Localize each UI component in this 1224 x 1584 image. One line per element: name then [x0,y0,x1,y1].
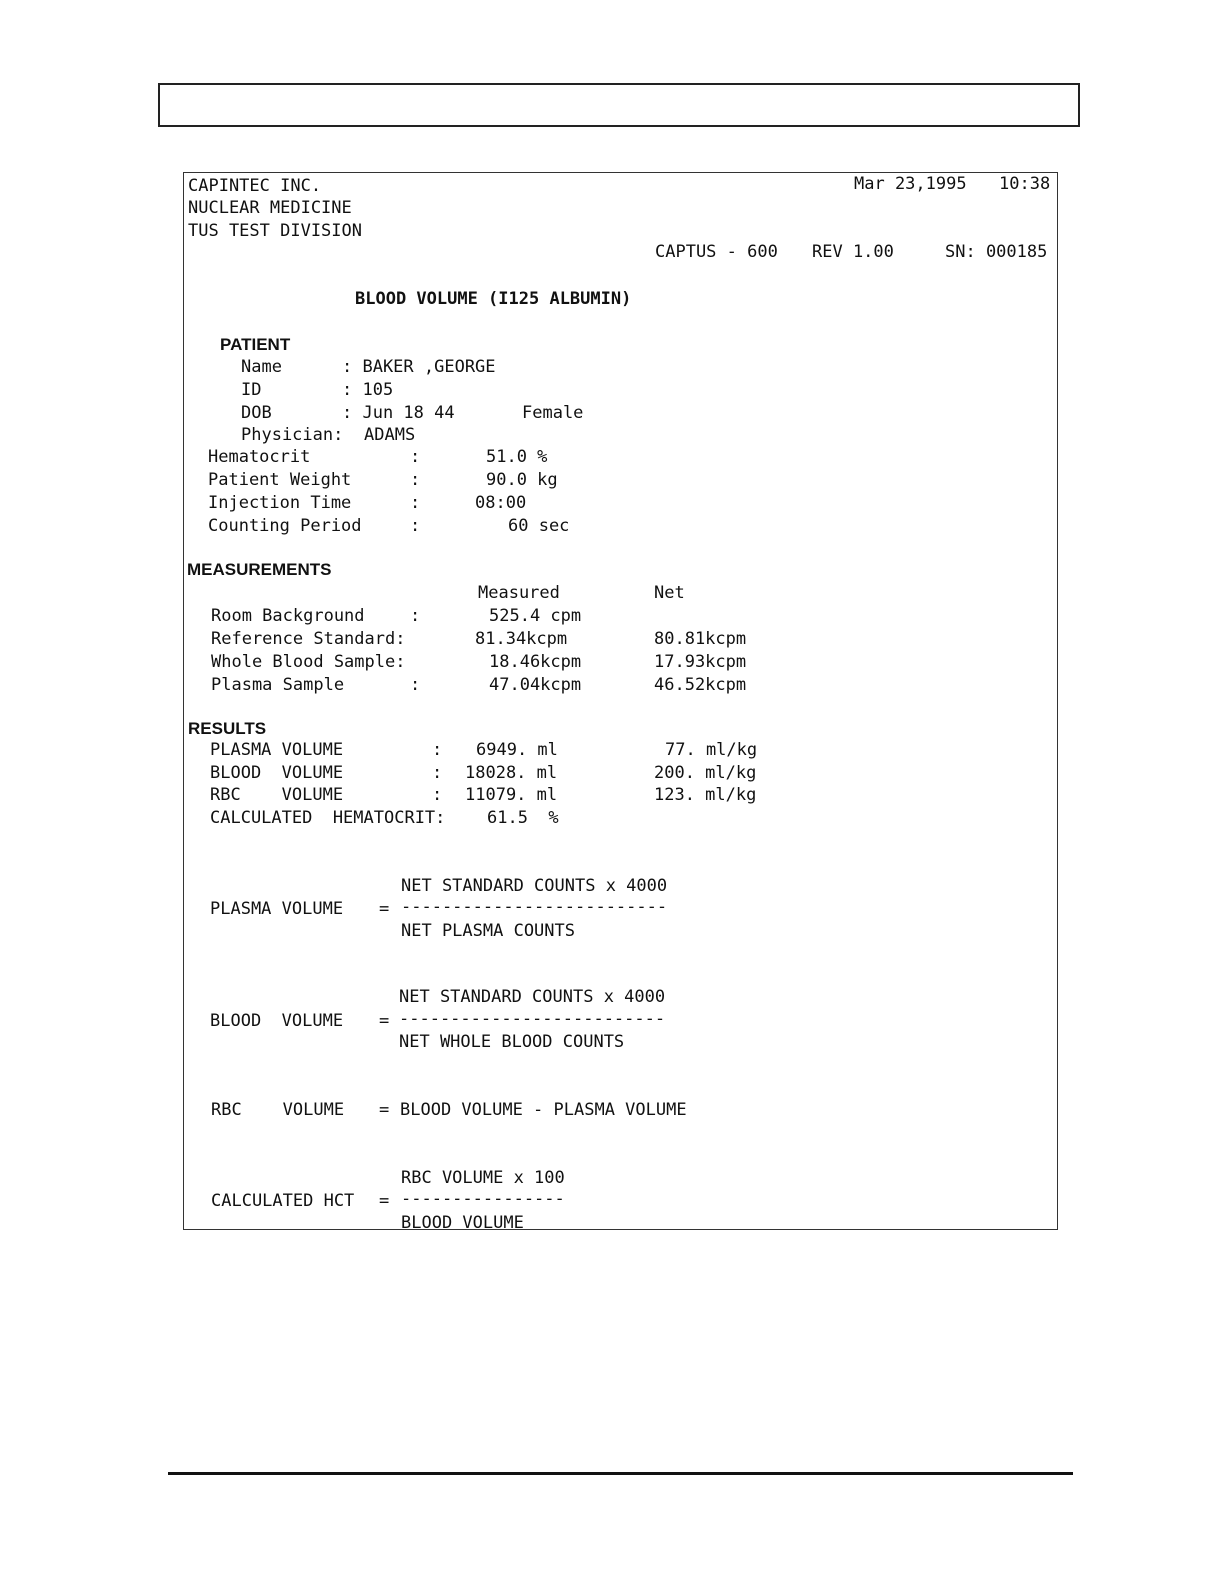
plasma-sample-measured: 47.04kcpm [489,675,582,695]
plasma-formula-fraction-line: -------------------------- [401,897,668,917]
blood-volume-label: BLOOD VOLUME [210,763,344,783]
weight-label: Patient Weight [208,470,352,490]
whole-blood-net: 17.93kcpm [654,652,747,672]
room-background-measured: 525.4 cpm [489,606,582,626]
measurements-heading: MEASUREMENTS [187,560,332,579]
plasma-volume-sep: : [432,740,443,760]
hct-formula-numerator: RBC VOLUME x 100 [401,1168,565,1188]
footer-rule [168,1472,1073,1475]
calculated-hematocrit-label: CALCULATED HEMATOCRIT: [210,808,446,828]
blood-formula-fraction-line: -------------------------- [399,1009,666,1029]
plasma-sample-label: Plasma Sample [211,675,345,695]
printout-report [183,172,1058,1230]
whole-blood-label: Whole Blood Sample: [211,652,406,672]
blood-formula-equals: = [379,1011,390,1031]
reference-standard-measured: 81.34kcpm [475,629,568,649]
measured-column-header: Measured [478,583,560,603]
plasma-volume-per-kg: 77. ml/kg [665,740,758,760]
device-name: CAPTUS - 600 [655,242,778,262]
counting-period-value: 60 sec [508,516,570,536]
hematocrit-value: 51.0 % [486,447,548,467]
report-date: Mar 23,1995 [854,174,967,194]
room-background-sep: : [410,606,421,626]
rbc-formula-equals: = [379,1100,390,1120]
rbc-formula-expression: BLOOD VOLUME - PLASMA VOLUME [400,1100,687,1120]
plasma-volume-label: PLASMA VOLUME [210,740,344,760]
page-header-box [158,83,1080,127]
hct-formula-label: CALCULATED HCT [211,1191,355,1211]
physician-value: ADAMS [364,425,416,445]
patient-dob-value: : Jun 18 44 [342,403,455,423]
plasma-formula-denominator: NET PLASMA COUNTS [401,921,575,941]
injection-time-label: Injection Time [208,493,352,513]
device-serial: SN: 000185 [945,242,1048,262]
hct-formula-equals: = [379,1191,390,1211]
division-name: TUS TEST DIVISION [188,221,362,241]
rbc-volume-per-kg: 123. ml/kg [654,785,757,805]
patient-dob-label: DOB [241,403,272,423]
blood-formula-denominator: NET WHOLE BLOOD COUNTS [399,1032,625,1052]
patient-heading: PATIENT [220,335,291,354]
injection-time-sep: : [410,493,421,513]
whole-blood-measured: 18.46kcpm [489,652,582,672]
plasma-sample-net: 46.52kcpm [654,675,747,695]
rbc-volume-sep: : [432,785,443,805]
hct-formula-denominator: BLOOD VOLUME [401,1213,524,1230]
patient-name-label: Name [241,357,282,377]
rbc-formula-label: RBC VOLUME [211,1100,345,1120]
weight-value: 90.0 kg [486,470,558,490]
counting-period-sep: : [410,516,421,536]
plasma-sample-sep: : [410,675,421,695]
calculated-hematocrit-value: 61.5 % [487,808,559,828]
patient-sex: Female [522,403,584,423]
report-title: BLOOD VOLUME (I125 ALBUMIN) [355,289,632,309]
reference-standard-label: Reference Standard: [211,629,406,649]
hematocrit-label: Hematocrit [208,447,311,467]
patient-id-value: : 105 [342,380,394,400]
blood-formula-numerator: NET STANDARD COUNTS x 4000 [399,987,666,1007]
plasma-volume-value: 6949. ml [476,740,558,760]
counting-period-label: Counting Period [208,516,362,536]
room-background-label: Room Background [211,606,365,626]
plasma-formula-equals: = [379,899,390,919]
blood-volume-sep: : [432,763,443,783]
hct-formula-fraction-line: ---------------- [401,1189,565,1209]
rbc-volume-value: 11079. ml [465,785,558,805]
hematocrit-sep: : [410,447,421,467]
physician-label: Physician: [241,425,344,445]
department-name: NUCLEAR MEDICINE [188,198,352,218]
blood-formula-label: BLOOD VOLUME [210,1011,344,1031]
patient-name-value: : BAKER ,GEORGE [342,357,496,377]
blood-volume-per-kg: 200. ml/kg [654,763,757,783]
rbc-volume-label: RBC VOLUME [210,785,344,805]
patient-id-label: ID [241,380,262,400]
report-time: 10:38 [999,174,1051,194]
company-name: CAPINTEC INC. [188,176,322,196]
blood-volume-value: 18028. ml [465,763,558,783]
device-revision: REV 1.00 [812,242,894,262]
plasma-formula-label: PLASMA VOLUME [210,899,344,919]
weight-sep: : [410,470,421,490]
results-heading: RESULTS [188,719,267,738]
net-column-header: Net [654,583,685,603]
injection-time-value: 08:00 [475,493,527,513]
reference-standard-net: 80.81kcpm [654,629,747,649]
plasma-formula-numerator: NET STANDARD COUNTS x 4000 [401,876,668,896]
